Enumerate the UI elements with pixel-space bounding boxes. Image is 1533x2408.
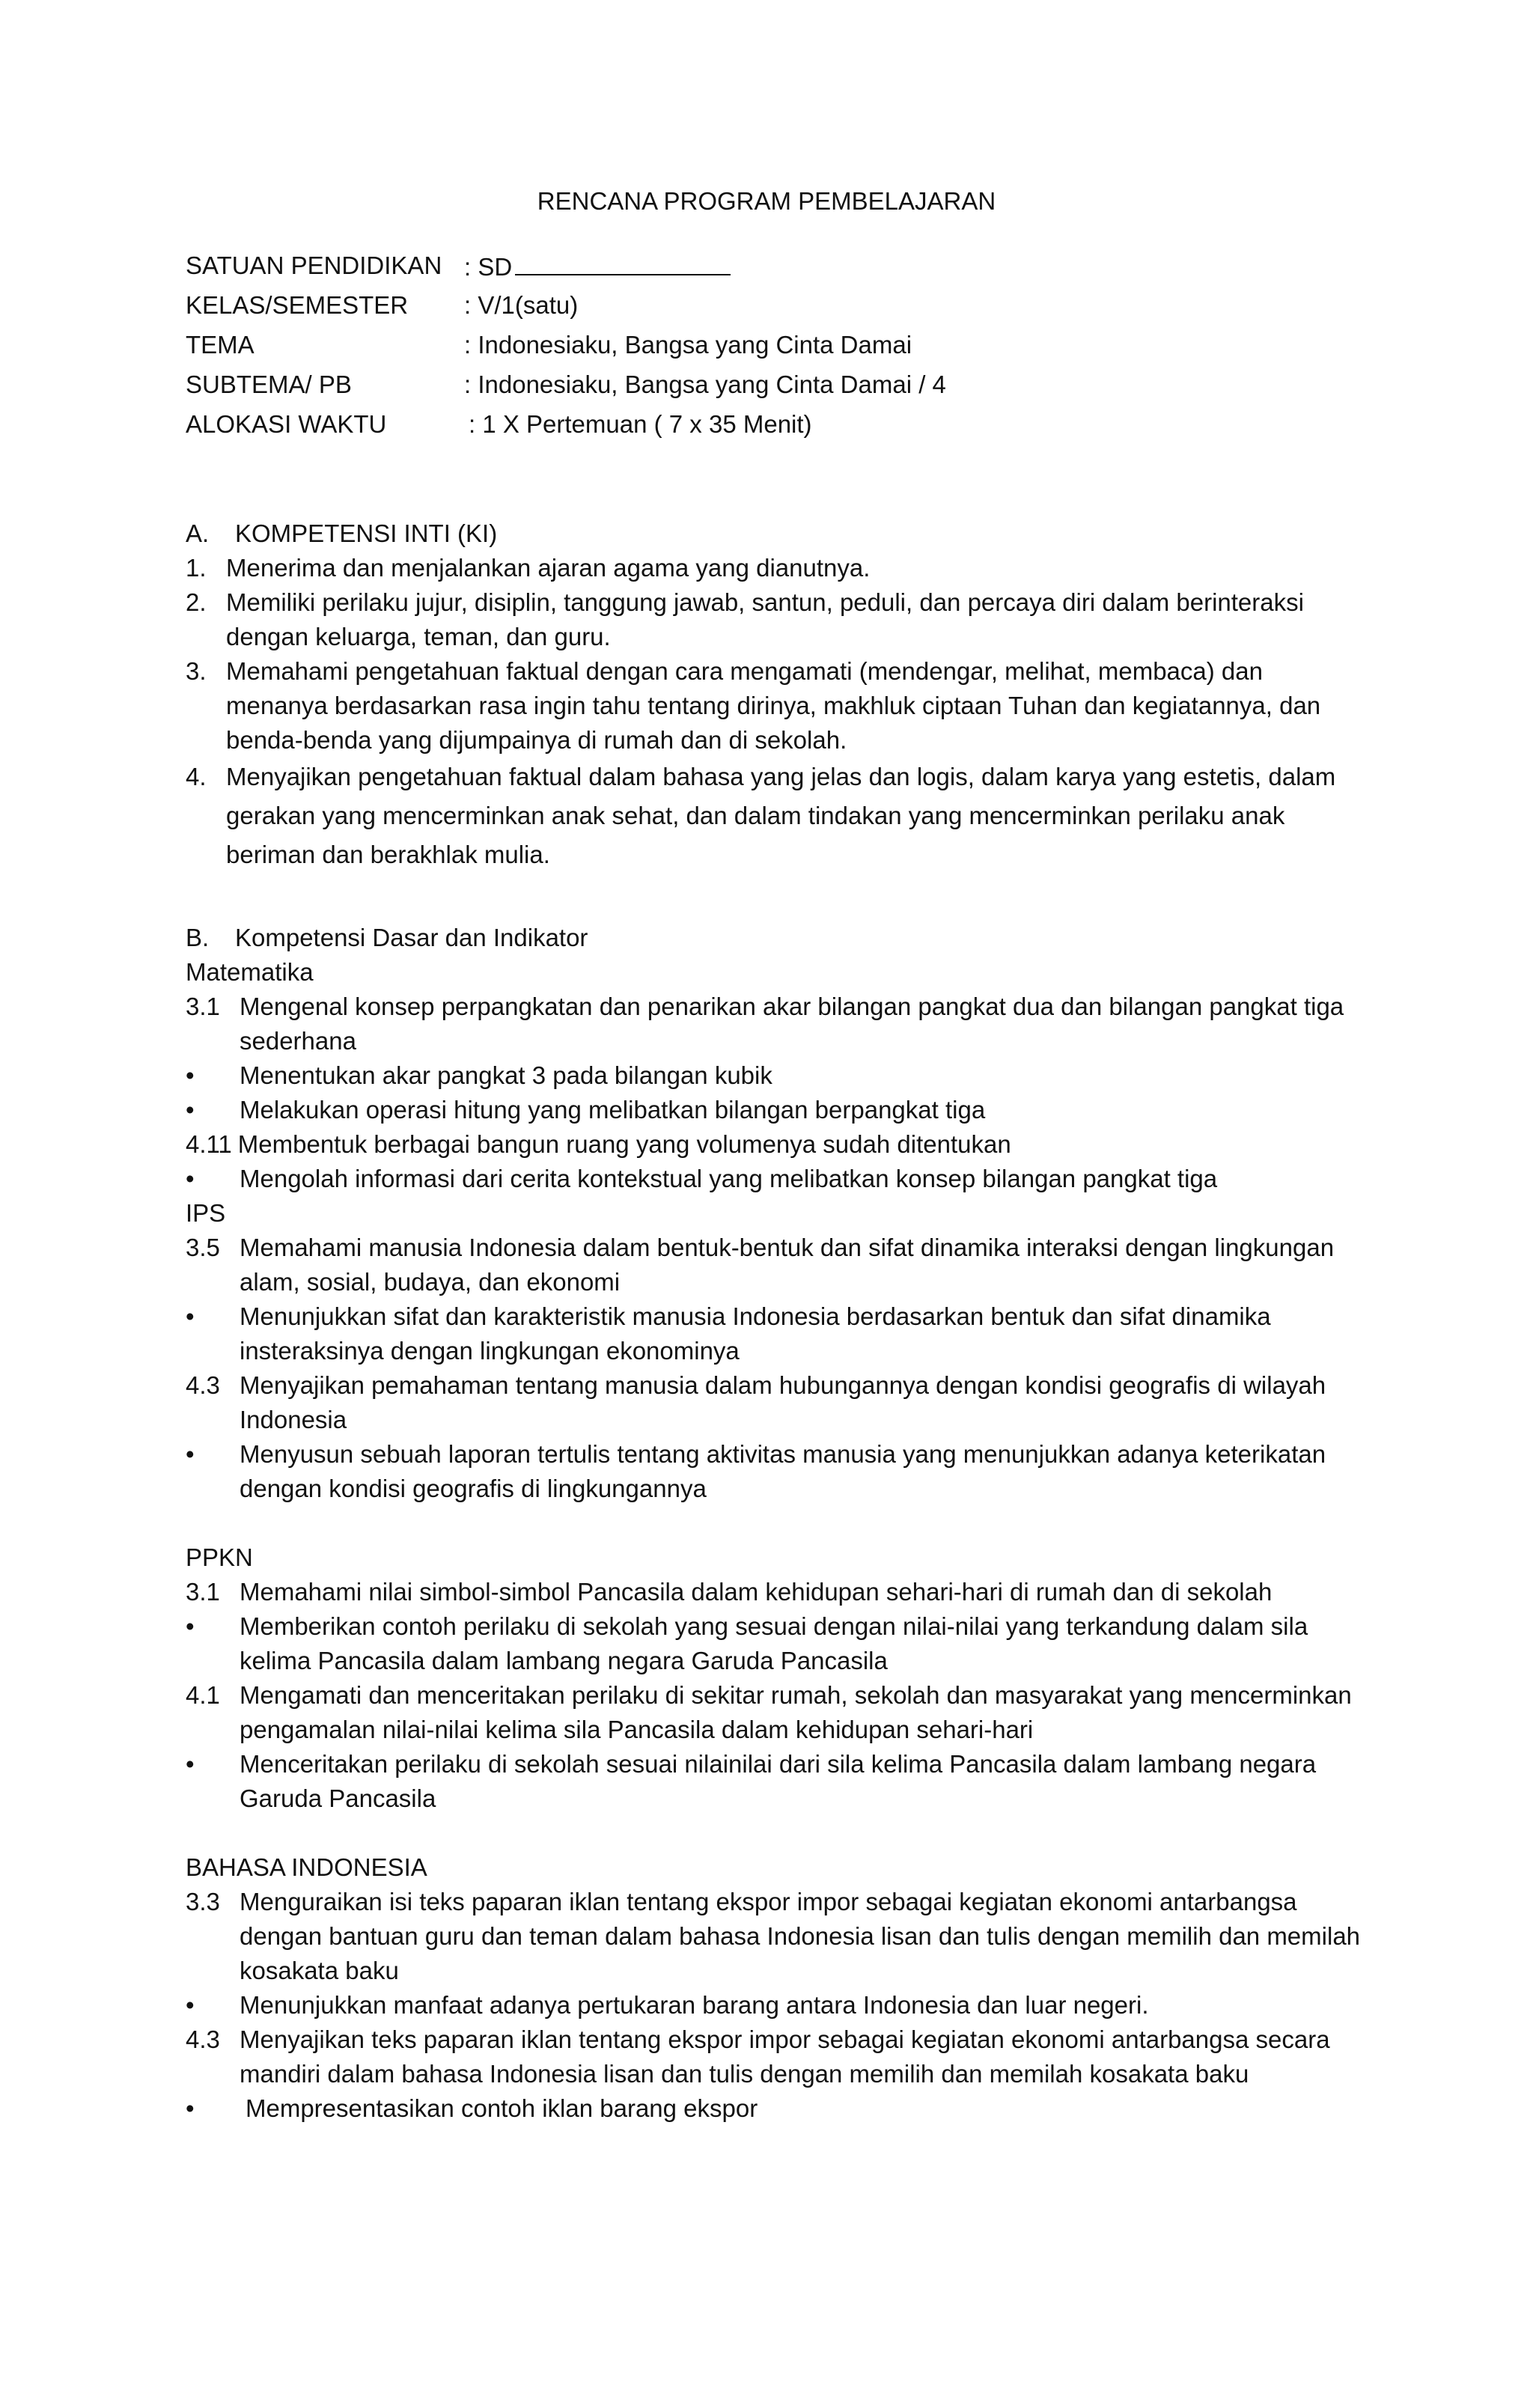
indicator-item (186, 1609, 1383, 1678)
bullet-icon: • (186, 1440, 195, 1468)
kd-text: Menyajikan teks paparan iklan tentang ekspor impor sebagai kegiatan ekonomi antarbangsa secara mandiri dalam bahasa Indonesia lisan dan tulis dengan memilih dan memilah kosakata baku (240, 2026, 1330, 2088)
indicator-item (186, 1299, 1383, 1368)
indicator-item (186, 1058, 1383, 1093)
indicator-item (186, 1093, 1383, 1127)
ki-item (186, 758, 1383, 874)
spacer (186, 1816, 1383, 1850)
kd-text: Memahami manusia Indonesia dalam bentuk-bentuk dan sifat dinamika interaksi dengan lingkungan alam, sosial, budaya, dan ekonomi (240, 1234, 1335, 1296)
kd-code: 3.1 (186, 993, 220, 1020)
kd-code: 4.11 (186, 1130, 232, 1158)
bullet-icon: • (186, 1750, 195, 1778)
indicator-text: Mempresentasikan contoh iklan barang ekspor (246, 2094, 758, 2122)
kd-text: Menguraikan isi teks paparan iklan tentang ekspor impor sebagai kegiatan ekonomi antarbangsa dengan bantuan guru dan teman dalam bahasa Indonesia lisan dan tulis dengan memilih dan memilah kosakata baku (240, 1888, 1361, 1984)
kd-code: 4.3 (186, 1371, 220, 1399)
kd-code: 3.1 (186, 1578, 220, 1606)
indicator-item (186, 1437, 1383, 1506)
identity-value: : V/1(satu) (464, 291, 579, 319)
ki-item (186, 654, 1383, 758)
identity-label: SUBTEMA/ PB (186, 371, 352, 398)
identity-value: : Indonesiaku, Bangsa yang Cinta Damai (464, 331, 912, 359)
bullet-icon: • (186, 1096, 195, 1124)
subject-heading-ips: IPS (186, 1199, 226, 1227)
indicator-item (186, 1747, 1383, 1816)
kd-item (186, 1575, 1383, 1609)
kd-item (186, 1368, 1383, 1437)
indicator-item (186, 2091, 1383, 2126)
bullet-icon: • (186, 1302, 195, 1330)
identity-label: KELAS/SEMESTER (186, 291, 409, 319)
indicator-text: Memberikan contoh perilaku di sekolah yang sesuai dengan nilai-nilai yang terkandung dalam sila kelima Pancasila dalam lambang negara Garuda Pancasila (240, 1612, 1308, 1674)
bullet-icon: • (186, 1612, 195, 1640)
section-heading (186, 516, 1383, 551)
identity-label: ALOKASI WAKTU (186, 410, 387, 438)
kd-text: Mengenal konsep perpangkatan dan penarikan akar bilangan pangkat dua dan bilangan pangkat tiga sederhana (240, 993, 1344, 1055)
identity-value: : SD (464, 249, 731, 284)
indicator-text: Mengolah informasi dari cerita kontekstual yang melibatkan konsep bilangan pangkat tiga (240, 1165, 1218, 1192)
kd-text: Menyajikan pemahaman tentang manusia dalam hubungannya dengan kondisi geografis di wilayah Indonesia (240, 1371, 1326, 1433)
indicator-text: Menunjukkan manfaat adanya pertukaran barang antara Indonesia dan luar negeri. (240, 1991, 1149, 2019)
bullet-icon: • (186, 1991, 195, 2019)
kd-code: 4.3 (186, 2026, 220, 2053)
kd-text: Mengamati dan menceritakan perilaku di sekitar rumah, sekolah dan masyarakat yang mencerminkan pengamalan nilai-nilai kelima sila Pancasila dalam kehidupan sehari-hari (240, 1681, 1352, 1743)
section-letter: A. (186, 519, 210, 547)
kd-code: 3.5 (186, 1234, 220, 1261)
section-b-kompetensi-dasar (186, 921, 1383, 2126)
indicator-text: Melakukan operasi hitung yang melibatkan bilangan berpangkat tiga (240, 1096, 986, 1124)
bullet-icon: • (186, 2094, 195, 2122)
ki-number: 4. (186, 763, 207, 790)
kd-item (186, 1885, 1383, 1988)
section-heading (186, 921, 1383, 955)
ki-item (186, 585, 1383, 654)
kd-text: Memahami nilai simbol-simbol Pancasila dalam kehidupan sehari-hari di rumah dan di sekolah (240, 1578, 1273, 1606)
ki-text: Memiliki perilaku jujur, disiplin, tanggung jawab, santun, peduli, dan percaya diri dalam berinteraksi dengan keluarga, teman, dan guru. (226, 588, 1304, 650)
indicator-text: Menceritakan perilaku di sekolah sesuai nilainilai dari sila kelima Pancasila dalam lambang negara Garuda Pancasila (240, 1750, 1317, 1812)
indicator-text: Menunjukkan sifat dan karakteristik manusia Indonesia berdasarkan bentuk dan sifat dinamika insteraksinya dengan lingkungan ekonominya (240, 1302, 1271, 1365)
identity-value: : Indonesiaku, Bangsa yang Cinta Damai / 4 (464, 371, 946, 398)
spacer (186, 1506, 1383, 1540)
kd-code: 4.1 (186, 1681, 220, 1709)
subject-heading-matematika: Matematika (186, 958, 314, 986)
indicator-text: Menyusun sebuah laporan tertulis tentang aktivitas manusia yang menunjukkan adanya keterikatan dengan kondisi geografis di lingkungannya (240, 1440, 1326, 1502)
kd-item (186, 990, 1383, 1058)
kd-item (186, 1127, 1383, 1162)
section-a-kompetensi-inti (186, 516, 1383, 874)
ki-text: Menerima dan menjalankan ajaran agama yang dianutnya. (226, 554, 871, 582)
indicator-item (186, 1162, 1383, 1196)
subject-heading-bahasa-indonesia: BAHASA INDONESIA (186, 1853, 427, 1881)
ki-number: 1. (186, 554, 207, 582)
identity-label: TEMA (186, 331, 255, 359)
ki-text: Memahami pengetahuan faktual dengan cara mengamati (mendengar, melihat, membaca) dan menanya berdasarkan rasa ingin tahu tentang dirinya, makhluk ciptaan Tuhan dan kegiatannya, dan benda-benda yang dijumpainya di rumah dan di sekolah. (226, 657, 1321, 754)
kd-item (186, 1678, 1383, 1747)
kd-text: Membentuk berbagai bangun ruang yang volumenya sudah ditentukan (237, 1130, 1011, 1158)
ki-text: Menyajikan pengetahuan faktual dalam bahasa yang jelas dan logis, dalam karya yang estetis, dalam gerakan yang mencerminkan anak sehat, dan dalam tindakan yang mencerminkan perilaku anak beriman dan berakhlak mulia. (226, 763, 1336, 868)
subject-heading-ppkn: PPKN (186, 1543, 253, 1571)
ki-number: 3. (186, 657, 207, 685)
document-title: RENCANA PROGRAM PEMBELAJARAN (537, 187, 996, 215)
blank-line (515, 249, 731, 275)
section-letter: B. (186, 924, 210, 951)
ki-item (186, 551, 1383, 585)
bullet-icon: • (186, 1165, 195, 1192)
bullet-icon: • (186, 1061, 195, 1089)
kd-item (186, 2023, 1383, 2091)
section-title: KOMPETENSI INTI (KI) (235, 519, 498, 547)
kd-item (186, 1231, 1383, 1299)
kd-code: 3.3 (186, 1888, 220, 1915)
indicator-item (186, 1988, 1383, 2023)
identity-value: : 1 X Pertemuan ( 7 x 35 Menit) (469, 410, 812, 438)
ki-number: 2. (186, 588, 207, 616)
section-title: Kompetensi Dasar dan Indikator (235, 924, 588, 951)
indicator-text: Menentukan akar pangkat 3 pada bilangan kubik (240, 1061, 772, 1089)
identity-label: SATUAN PENDIDIKAN (186, 252, 442, 279)
